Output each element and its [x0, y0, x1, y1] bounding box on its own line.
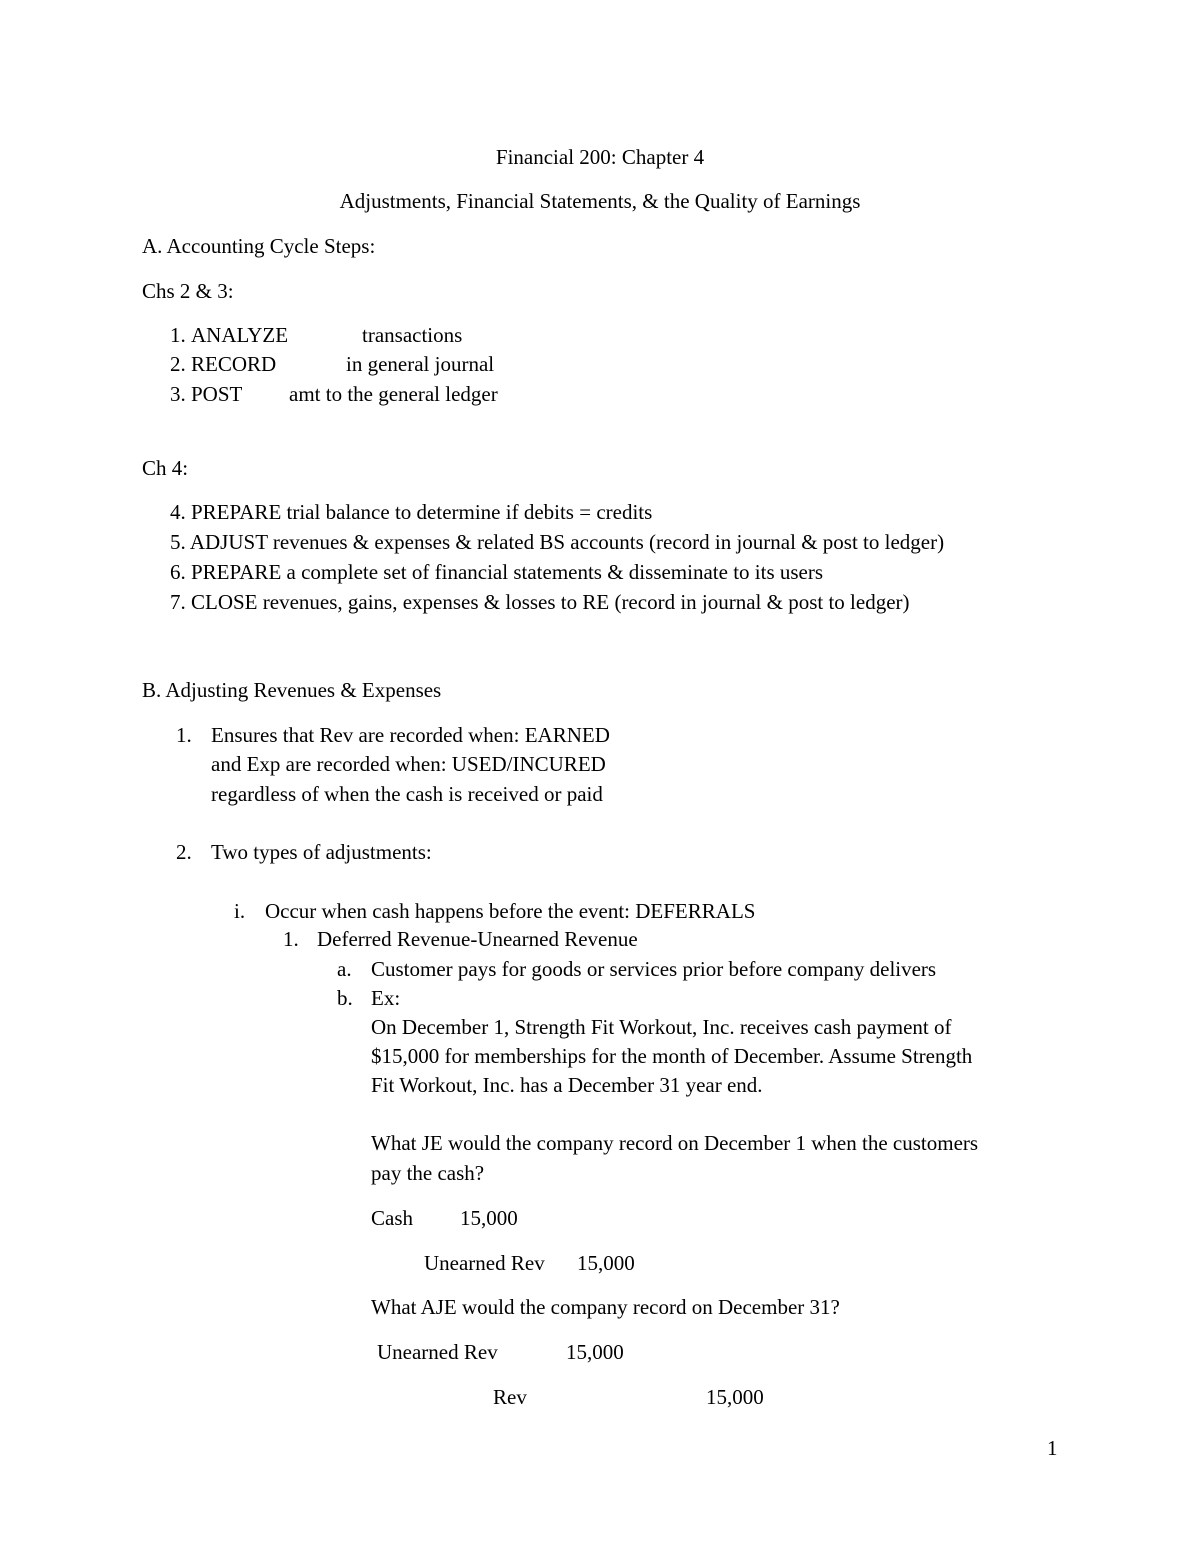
step-6: 6. PREPARE a complete set of financial statements & disseminate to its users: [170, 560, 824, 584]
step-3-verb: POST: [191, 382, 243, 406]
step-1-verb: ANALYZE: [191, 323, 289, 347]
example-line-1: On December 1, Strength Fit Workout, Inc. receives cash payment of: [371, 1015, 952, 1039]
sub-a-num: a.: [337, 957, 352, 981]
sub-i-text: Occur when cash happens before the event: DEFERRALS: [265, 899, 756, 923]
b-item-1-line-3: regardless of when the cash is received or paid: [211, 782, 603, 806]
step-2-verb: RECORD: [191, 352, 277, 376]
question-1-line-1: What JE would the company record on December 1 when the customers: [371, 1131, 979, 1155]
b-item-2-text: Two types of adjustments:: [211, 840, 432, 864]
sub-i-num: i.: [234, 899, 246, 923]
step-3-desc: amt to the general ledger: [289, 382, 498, 406]
example-line-2: $15,000 for memberships for the month of December. Assume Strength: [371, 1044, 973, 1068]
step-1-desc: transactions: [362, 323, 463, 347]
je2-debit-amount: 15,000: [566, 1340, 624, 1364]
je1-debit-amount: 15,000: [460, 1206, 518, 1230]
sub-a-text: Customer pays for goods or services prior before company delivers: [371, 957, 937, 981]
section-b-heading: B. Adjusting Revenues & Expenses: [142, 678, 442, 702]
je2-credit-account: Rev: [493, 1385, 527, 1409]
question-1-line-2: pay the cash?: [371, 1161, 485, 1185]
ch-4-label: Ch 4:: [142, 456, 189, 480]
je1-credit-account: Unearned Rev: [424, 1251, 545, 1275]
step-2-num: 2.: [170, 352, 186, 376]
je2-credit-amount: 15,000: [706, 1385, 764, 1409]
example-line-3: Fit Workout, Inc. has a December 31 year end.: [371, 1073, 763, 1097]
step-1-num: 1.: [170, 323, 186, 347]
chs-2-3-label: Chs 2 & 3:: [142, 279, 234, 303]
je1-debit-account: Cash: [371, 1206, 413, 1230]
je1-credit-amount: 15,000: [577, 1251, 635, 1275]
b-item-2-num: 2.: [176, 840, 192, 864]
sub-1-text: Deferred Revenue-Unearned Revenue: [317, 927, 638, 951]
step-2-desc: in general journal: [346, 352, 495, 376]
sub-1-num: 1.: [283, 927, 299, 951]
step-5: 5. ADJUST revenues & expenses & related BS accounts (record in journal & post to ledger): [170, 530, 945, 554]
question-2: What AJE would the company record on December 31?: [371, 1295, 840, 1319]
document-title: Financial 200: Chapter 4: [495, 145, 705, 169]
document-subtitle: Adjustments, Financial Statements, & the Quality of Earnings: [339, 189, 861, 213]
step-3-num: 3.: [170, 382, 186, 406]
sub-b-num: b.: [337, 986, 353, 1010]
b-item-1-num: 1.: [176, 723, 192, 747]
b-item-1-line-2: and Exp are recorded when: USED/INCURED: [211, 752, 606, 776]
je2-debit-account: Unearned Rev: [377, 1340, 498, 1364]
page-number: 1: [1047, 1436, 1058, 1460]
sub-b-label: Ex:: [371, 986, 401, 1010]
b-item-1-line-1: Ensures that Rev are recorded when: EARNED: [211, 723, 610, 747]
step-7: 7. CLOSE revenues, gains, expenses & losses to RE (record in journal & post to ledger): [170, 590, 910, 614]
step-4: 4. PREPARE trial balance to determine if debits = credits: [170, 500, 653, 524]
section-a-heading: A. Accounting Cycle Steps:: [142, 234, 376, 258]
